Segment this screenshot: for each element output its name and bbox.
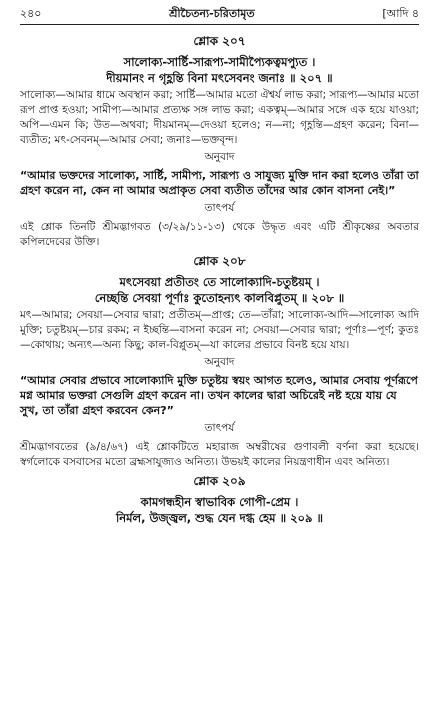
page-content	[20, 30, 419, 526]
purport-heading: তাৎপর্য	[204, 202, 235, 214]
translation-heading: অনুবাদ	[204, 356, 235, 368]
synonyms: সালোক্য—আমার ধামে অবস্থান করা; সার্ষ্টি—আমার মতো ঐশ্বর্য লাভ করা; সারূপ্য—আমার মতো রূপ প্রাপ্ত হওয়া; সামীপ্য—আমার প্রত্যক্ষ সঙ্গ লাভ করা; একত্বম্—আমার সঙ্গে এক হয়ে যাওয়া; অপি—এমন কি; উত—অথবা; দীয়মানম্—দেওয়া হলেও; ন—না; গৃহ্ণন্তি—গ্রহণ করেন; বিনা—ব্যতীত; মৎ-সেবনম্—আমার সেবা; জনাঃ—ভক্তবৃন্দ।	[20, 89, 419, 146]
section-label: [আদি ৪	[382, 6, 419, 20]
verse-line: কামগন্ধহীন স্বাভাবিক গোপী-প্রেম ।	[140, 495, 299, 509]
page-number: ২৪০	[20, 6, 42, 20]
verse-heading: শ্লোক ২০৭	[193, 34, 246, 48]
verse-line: সালোক্য-সার্ষ্টি-সারূপ্য-সামীপ্যৈকত্বমপ্যুত ।	[123, 55, 316, 69]
translation: “আমার সেবার প্রভাবে সালোক্যাদি মুক্তি চতুষ্টয় স্বয়ং আগত হলেও, আমার সেবায় পূর্ণরূপে মগ্ন আমার ভক্তরা সেগুলি গ্রহণ করেন না। তখন কালের দ্বারা অচিরেই নষ্ট হয়ে যায় যে সুখ, তা তাঁরা গ্রহণ করবেন কেন?”	[20, 374, 418, 417]
verse-line: নির্মল, উজ্জ্বল, শুদ্ধ যেন দগ্ধ হেম ॥ ২০৯ ॥	[115, 511, 324, 525]
book-title: শ্রীচৈতন্য-চরিতামৃত	[169, 6, 255, 20]
verse-line: নেচ্ছন্তি সেবয়া পূর্ণাঃ কুতোহন্যৎ কালবিপ্লুতম্ ॥ ২০৮ ॥	[94, 291, 345, 305]
translation: “আমার ভক্তদের সালোক্য, সার্ষ্টি, সামীপ্য, সারূপ্য ও সাযুজ্য মুক্তি দান করা হলেও তাঁরা তা গ্রহণ করেন না, কেন না আমার অপ্রাকৃত সেবা ব্যতীত তাঁদের আর কোন বাসনা নেই।”	[20, 169, 419, 197]
synonyms: মৎ—আমার; সেবয়া—সেবার দ্বারা; প্রতীতম্—প্রাপ্ত; তে—তাঁরা; সালোক্য-আদি—সালোক্য আদি মুক্তি; চতুষ্টয়ম্—চার রকম; ন ইচ্ছন্তি—বাসনা করেন না; সেবয়া—সেবার দ্বারা; পূর্ণাঃ—পূর্ণ; কুতঃ—কোথায়; অন্যৎ—অন্য কিছু; কাল-বিপ্লুতম্—যা কালের প্রভাবে বিনষ্ট হয়ে যায়।	[20, 309, 419, 351]
verse-heading: শ্লোক ২০৮	[193, 254, 246, 268]
page-header	[20, 4, 419, 25]
purport: এই শ্লোক তিনটি শ্রীমদ্ভাগবত (৩/২৯/১১-১৩) থেকে উদ্ধৃত এবং এটি শ্রীকৃষ্ণের অবতার কপিলদেবের উক্তি।	[20, 221, 419, 248]
purport: শ্রীমদ্ভাগবতের (৯/৪/৬৭) এই শ্লোকটিতে মহারাজ অম্বরীষের গুণাবলী বর্ণনা করা হয়েছে। স্বর্গলোকে বসবাসের মতো ব্রহ্মসাযুজ্যও অনিত্য। উভয়ই কালের নিয়ন্ত্রণাধীন এবং অনিত্য।	[20, 441, 419, 468]
translation-heading: অনুবাদ	[204, 151, 235, 163]
verse-heading: শ্লোক ২০৯	[193, 474, 246, 488]
verse-line: দীয়মানং ন গৃহ্ণন্তি বিনা মৎসেবনং জনাঃ ॥ ২০৭ ॥	[106, 71, 333, 85]
purport-heading: তাৎপর্য	[204, 422, 235, 434]
verse-line: মৎসেবয়া প্রতীতং তে সালোক্যাদি-চতুষ্টয়ম্ ।	[119, 275, 320, 289]
